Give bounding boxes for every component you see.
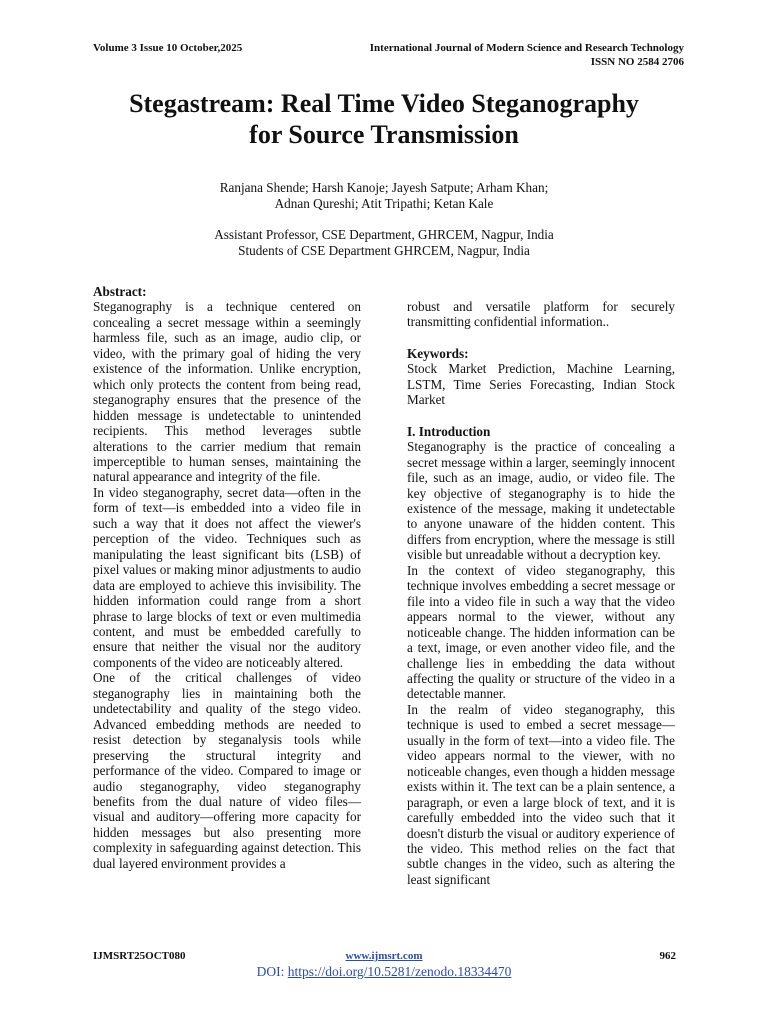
doi <box>0 964 768 980</box>
introduction-heading: I. Introduction <box>407 423 491 439</box>
journal-name: International Journal of Modern Science and Research Technology <box>369 42 684 54</box>
keywords-text: Stock Market Prediction, Machine Learning, LSTM, Time Series Forecasting, Indian Stock Market <box>407 361 675 408</box>
introduction-paragraph-1: Steganography is the practice of concealing a secret message within a larger, seemingly innocent file, such as an image, audio, or video file. The key objective of steganography is to hide the existence of the message, making it undetectable to anyone unaware of the hidden content. This differs from encryption, where the message is still visible but unreadable without a decryption key. <box>407 439 675 563</box>
left-column <box>93 284 361 871</box>
affiliation-line2: Students of CSE Department GHRCEM, Nagpur, India <box>238 243 530 258</box>
paper-code: IJMSRT25OCT080 <box>93 950 186 962</box>
introduction-paragraph-2: In the context of video steganography, this technique involves embedding a secret message or file into a video file in such a way that the video appears normal to the viewer, without any noticeable change. The hidden information can be a text, image, or even another video file, and the challenge lies in embedding the data without affecting the quality or structure of the video in a detectable manner. <box>407 562 675 702</box>
abstract-paragraph-1: Steganography is a technique centered on concealing a secret message within a seemingly harmless file, such as an image, audio clip, or video, with the primary goal of hiding the very existence of the information. Unlike encryption, which only protects the content from being read, steganography ensures that the presence of the hidden message is undetectable to unintended recipients. This method leverages subtle alterations to the carrier medium that remain imperceptible to human senses, maintaining the natural appearance and integrity of the file. <box>93 299 361 485</box>
introduction-paragraph-3: In the realm of video steganography, this technique is used to embed a secret message—usually in the form of text—into a video file. The video appears normal to the viewer, with no noticeable changes, even though a hidden message exists within it. The text can be a plain sentence, a paragraph, or even a large block of text, and it is carefully embedded into the video such that it doesn't disturb the visual or auditory experience of the video. This method relies on the fact that subtle changes in the video, such as altering the least significant <box>407 701 675 887</box>
abstract-heading: Abstract: <box>93 284 147 299</box>
journal-website-link[interactable]: www.ijmsrt.com <box>345 950 423 962</box>
affiliations <box>40 227 728 259</box>
abstract-continuation: robust and versatile platform for securely transmitting confidential information.. <box>407 299 675 330</box>
affiliation-line1: Assistant Professor, CSE Department, GHRCEM, Nagpur, India <box>214 227 554 242</box>
paper-title-line2: for Source Transmission <box>249 120 519 149</box>
authors-line1: Ranjana Shende; Harsh Kanoje; Jayesh Satpute; Arham Khan; <box>219 180 549 195</box>
volume-issue: Volume 3 Issue 10 October,2025 <box>93 42 243 54</box>
doi-link[interactable]: https://doi.org/10.5281/zenodo.18334470 <box>287 964 512 979</box>
authors-line2: Adnan Qureshi; Atit Tripathi; Ketan Kale <box>274 196 494 211</box>
right-column <box>407 299 675 887</box>
page-number: 962 <box>659 950 676 962</box>
journal-header <box>370 41 684 69</box>
issn: ISSN NO 2584 2706 <box>590 56 684 68</box>
abstract-paragraph-3: One of the critical challenges of video steganography lies in maintaining both the undetectability and quality of the stego video. Advanced embedding methods are needed to resist detection by steganalysis tools while preserving the structural integrity and performance of the video. Compared to image or audio steganography, video steganography benefits from the dual nature of video files—visual and auditory—offering more capacity for hidden messages but also presenting more complexity in safeguarding against detection. This dual layered environment provides a <box>93 670 361 871</box>
paper-title <box>40 88 728 150</box>
authors <box>40 180 728 212</box>
paper-title-line1: Stegastream: Real Time Video Steganography <box>129 89 639 118</box>
doi-label: DOI: <box>256 964 288 979</box>
keywords-heading: Keywords: <box>407 345 469 361</box>
abstract-paragraph-2: In video steganography, secret data—often in the form of text—is embedded into a video file in such a way that it does not affect the viewer's perception of the video. Techniques such as manipulating the least significant bits (LSB) of pixel values or making minor adjustments to audio data are employed to achieve this invisibility. The hidden information could range from a short phrase to large blocks of text or even multimedia content, and must be embedded carefully to ensure that neither the visual nor the auditory components of the video are noticeably altered. <box>93 484 361 670</box>
